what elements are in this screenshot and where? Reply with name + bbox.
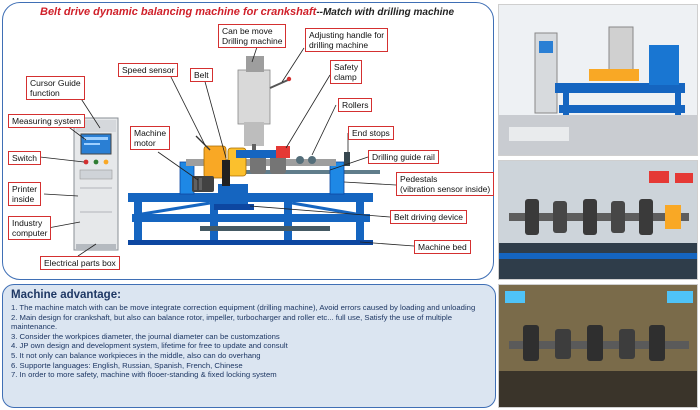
- advantage-item: 7. In order to more safety, machine with flooer-standing & fixed locking system: [11, 370, 277, 380]
- photo-crankshaft-image: [499, 161, 698, 280]
- label-drilling-guide-rail: Drilling guide rail: [368, 150, 439, 164]
- label-belt-driving-device: Belt driving device: [390, 210, 467, 224]
- label-rollers: Rollers: [338, 98, 372, 112]
- control-cabinet: [74, 118, 118, 250]
- machine-bed: [128, 193, 373, 245]
- machine-advantage-panel: [2, 284, 496, 408]
- advantage-title: Machine advantage:: [11, 289, 121, 301]
- advantage-item: 4. JP own design and development system, lifetime for free to update and consult: [11, 341, 288, 351]
- label-adjusting-handle: Adjusting handle for drilling machine: [305, 28, 388, 52]
- label-industry-computer: Industry computer: [8, 216, 51, 240]
- title-subtitle: --Match with drilling machine: [316, 7, 455, 18]
- advantage-list: [11, 303, 487, 380]
- switch-red: [84, 160, 89, 165]
- label-belt: Belt: [190, 68, 213, 82]
- title-main: Belt drive dynamic balancing machine for crankshaft: [40, 6, 317, 18]
- label-electrical-parts-box: Electrical parts box: [40, 256, 120, 270]
- label-measuring-system: Measuring system: [8, 114, 85, 128]
- drilling-machine: [236, 56, 291, 158]
- label-safety-clamp: Safety clamp: [330, 60, 362, 84]
- label-machine-motor: Machine motor: [130, 126, 170, 150]
- photo-crankshaft-balancing: [498, 160, 698, 280]
- advantage-item: 2. Main design for crankshaft, but also can balance rotor, impeller, turbocharger and roller etc... full use, Satisfy the use of multiple maintenance.: [11, 312, 452, 332]
- label-cursor-guide: Cursor Guide function: [26, 76, 85, 100]
- photo-machine-overview: [498, 4, 698, 156]
- label-speed-sensor: Speed sensor: [118, 63, 178, 77]
- photo-crankshaft-closeup: [498, 284, 698, 408]
- label-switch: Switch: [8, 151, 41, 165]
- photo-closeup-image: [499, 285, 698, 408]
- belt: [222, 160, 230, 186]
- advantage-item: 3. Consider the workpices diameter, the journal diameter can be customzations: [11, 331, 280, 341]
- speed-sensor: [196, 136, 210, 150]
- adjusting-handle: [270, 80, 288, 88]
- label-printer-inside: Printer inside: [8, 182, 41, 206]
- advantage-item: 6. Supporte languages: English, Russian, Spanish, French, Chinese: [11, 360, 243, 370]
- label-machine-bed: Machine bed: [414, 240, 471, 254]
- switch-green: [94, 160, 99, 165]
- safety-clamp: [276, 146, 290, 158]
- advantage-item: 5. It not only can balance workpieces in the middle, also can do overhang: [11, 350, 261, 360]
- advantage-item: 1. The machine match with can be move integrate correction equipment (drilling machine), Avoid errors caused by loading and unloading: [11, 303, 476, 312]
- photo-overview-image: [499, 5, 698, 156]
- label-drilling-machine: Can be move Drilling machine: [218, 24, 286, 48]
- switch-yellow: [104, 160, 109, 165]
- label-pedestals: Pedestals (vibration sensor inside): [396, 172, 494, 196]
- label-end-stops: End stops: [348, 126, 394, 140]
